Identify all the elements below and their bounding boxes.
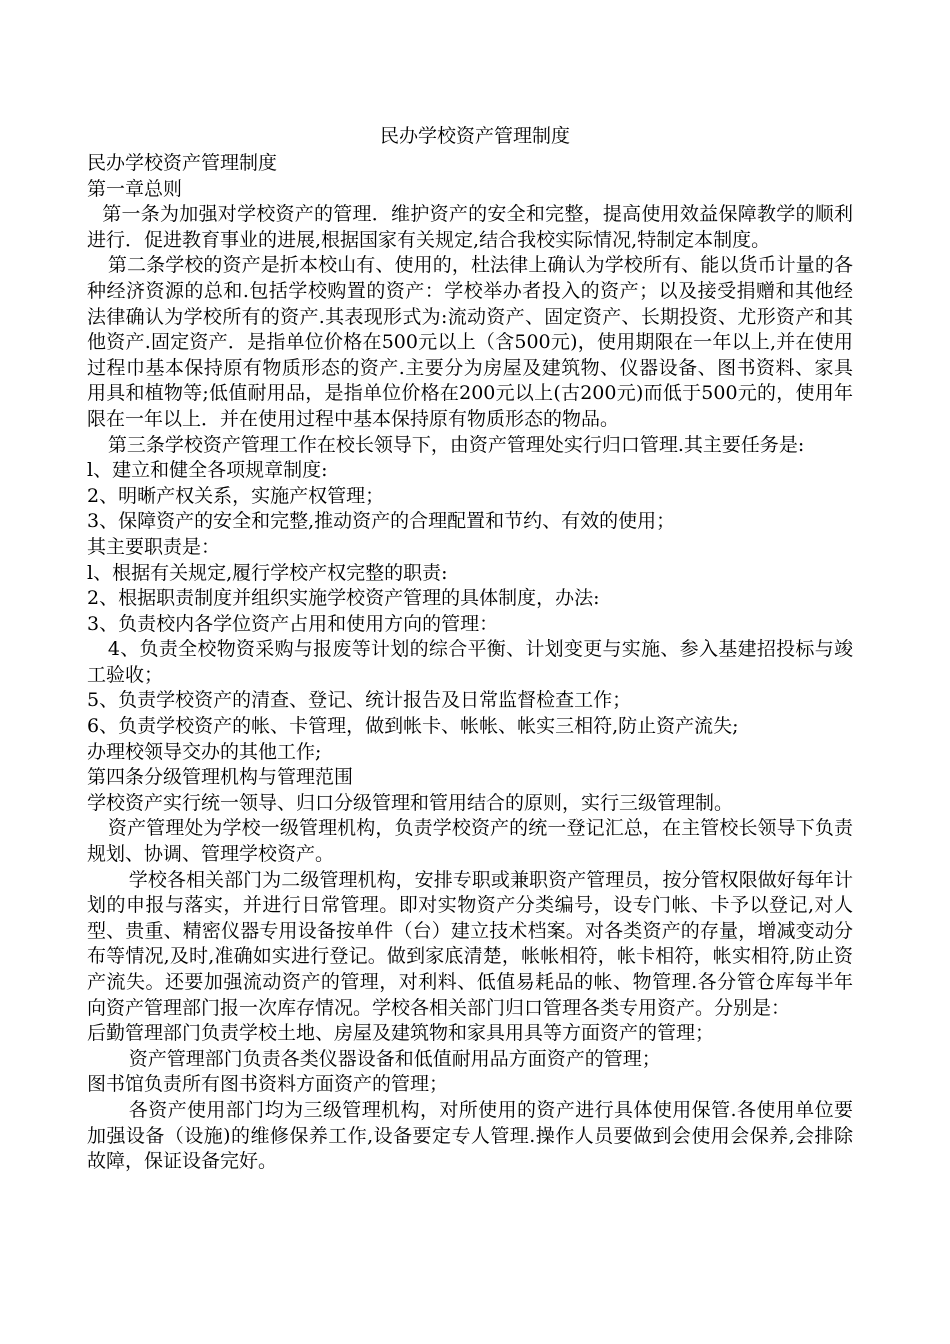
- level-1-management: 资产管理处为学校一级管理机构，负责学校资产的统一登记汇总，在主管校长领导下负责规划、协调、管理学校资产。: [87, 817, 853, 866]
- library-responsibility: 图书馆负责所有图书资料方面资产的管理；: [87, 1073, 449, 1096]
- task-item-2: 2、明晰产权关系，实施产权管理；: [87, 484, 385, 507]
- duty-item-2: 2、根据职责制度并组织实施学校资产管理的具体制度，办法:: [87, 587, 600, 610]
- article-4-principle: 学校资产实行统一领导、归口分级管理和管用结合的原则，实行三级管理制。: [87, 791, 734, 814]
- duty-item-3: 3、负责校内各学位资产占用和使用方向的管理：: [87, 612, 499, 635]
- asset-dept-responsibility: 资产管理部门负责各类仪器设备和低值耐用品方面资产的管理；: [128, 1047, 661, 1070]
- duty-item-1: l、根据有关规定,履行学校产权完整的职责:: [87, 561, 448, 584]
- duty-item-6: 6、负责学校资产的帐、卡管理，做到帐卡、帐帐、帐实三相符,防止资产流失;: [87, 715, 739, 738]
- chapter-heading: 第一章总则: [87, 177, 183, 200]
- article-3: 第三条学校资产管理工作在校长领导下，由资产管理处实行归口管理.其主要任务是:: [107, 433, 805, 456]
- duty-item-5: 5、负责学校资产的清查、登记、统计报告及日常监督检查工作；: [87, 689, 632, 712]
- article-1: 第一条为加强对学校资产的管理．维护资产的安全和完整，提高使用效益保障教学的顺利进行．促进教育事业的进展,根据国家有关规定,结合我校实际情况,特制定本制度。: [87, 203, 853, 251]
- logistics-responsibility: 后勤管理部门负责学校土地、房屋及建筑物和家具用具等方面资产的管理；: [87, 1022, 715, 1045]
- task-item-1: l、建立和健全各项规章制度:: [87, 459, 328, 482]
- duty-item-other: 办理校领导交办的其他工作;: [87, 740, 322, 763]
- document-subtitle: 民办学校资产管理制度: [87, 152, 278, 174]
- duties-heading: 其主要职责是：: [87, 535, 221, 558]
- level-3-management: 各资产使用部门均为三级管理机构，对所使用的资产进行具体使用保管.各使用单位要加强设备（设施)的维修保养工作,设备要定专人管理.操作人员要做到会使用会保养,会排除故障，保证设备完好。: [87, 1098, 853, 1173]
- article-4-heading: 第四条分级管理机构与管理范围: [87, 766, 354, 789]
- level-2-management: 学校各相关部门为二级管理机构，安排专职或兼职资产管理员，按分管权限做好每年计划的申报与落实，并进行日常管理。即对实物资产分类编号，设专门帐、卡予以登记,对人型、贵重、精密仪器专用设备按单件（台）建立技术档案。对各类资产的存量，增减变动分布等情况,及时,准确如实进行登记。做到家底清楚，帐帐相符，帐卡相符，帐实相符,防止资产流失。还要加强流动资产的管理，对利料、低值易耗品的帐、物管理.各分管仓库每半年向资产管理部门报一次库存情况。学校各相关部门归口管理各类专用资产。分别是：: [87, 868, 853, 1019]
- document-title: 民办学校资产管理制度: [379, 125, 570, 147]
- duty-item-4: 4、负责全校物资采购与报废等计划的综合平衡、计划变更与实施、参入基建招投标与竣工验收；: [87, 638, 853, 686]
- article-2: 第二条学校的资产是折本校山有、使用的，杜法律上确认为学校所有、能以货币计量的各种经济资源的总和.包括学校购置的资产：学校举办者投入的资产；以及接受捐赠和其他经法律确认为学校所有的资产.其表现形式为:流动资产、固定资产、长期投资、尤形资产和其他资产.固定资产．是指单位价格在500元以上（含500元)，使用期限在一年以上,并在使用过程巾基本保持原有物质形态的资产.主要分为房屋及建筑物、仪器设备、图书资料、家具用具和植物等;低值耐用品，是指单位价格在200元以上(古200元)而低于500元的，使用年限在一年以上．并在使用过程中基本保持原有物质形态的物品。: [87, 254, 853, 430]
- document-page: [87, 122, 853, 1175]
- task-item-3: 3、保障资产的安全和完整,推动资产的合理配置和节约、有效的使用；: [87, 510, 676, 533]
